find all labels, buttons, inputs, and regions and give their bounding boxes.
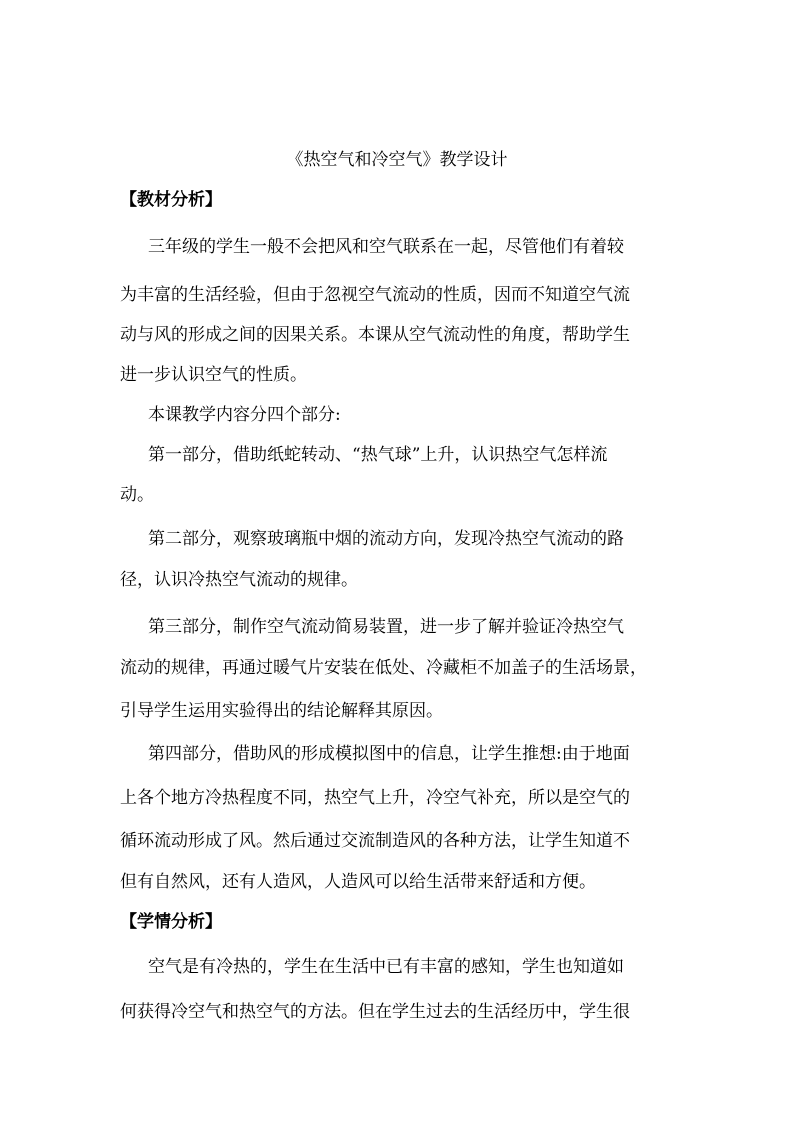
paragraph-line: 第一部分，借助纸蛇转动、“热气球”上升，认识热空气怎样流 (148, 445, 608, 465)
section-heading-textbook-analysis: 【教材分析】 (120, 190, 222, 210)
paragraph-line: 上各个地方冷热程度不同，热空气上升，冷空气补充，所以是空气的 (120, 788, 630, 808)
paragraph-line: 第三部分，制作空气流动简易装置，进一步了解并验证冷热空气 (148, 617, 624, 637)
paragraph-line: 引导学生运用实验得出的结论解释其原因。 (120, 701, 443, 721)
paragraph-line: 流动的规律，再通过暖气片安装在低处、冷藏柜不加盖子的生活场景， (120, 658, 647, 678)
paragraph-line: 动。 (120, 485, 154, 505)
paragraph-line: 空气是有冷热的，学生在生活中已有丰富的感知，学生也知道如 (148, 957, 624, 977)
paragraph-line: 为丰富的生活经验，但由于忽视空气流动的性质，因而不知道空气流 (120, 285, 630, 305)
paragraph-line: 本课教学内容分四个部分: (148, 405, 341, 425)
paragraph-line: 动与风的形成之间的因果关系。本课从空气流动性的角度，帮助学生 (120, 325, 630, 345)
paragraph-line: 进一步认识空气的性质。 (120, 365, 307, 385)
section-heading-learner-analysis: 【学情分析】 (120, 912, 222, 932)
document-title: 《热空气和冷空气》教学设计 (286, 150, 508, 170)
paragraph-line: 第四部分，借助风的形成模拟图中的信息，让学生推想:由于地面 (148, 744, 630, 764)
paragraph-line: 第二部分，观察玻璃瓶中烟的流动方向，发现冷热空气流动的路 (148, 529, 624, 549)
paragraph-line: 三年级的学生一般不会把风和空气联系在一起，尽管他们有着较 (148, 237, 624, 257)
paragraph-line: 循环流动形成了风。然后通过交流制造风的各种方法，让学生知道不 (120, 831, 630, 851)
paragraph-line: 径，认识冷热空气流动的规律。 (120, 570, 358, 590)
paragraph-line: 但有自然风，还有人造风，人造风可以给生活带来舒适和方便。 (120, 872, 596, 892)
paragraph-line: 何获得冷空气和热空气的方法。但在学生过去的生活经历中，学生很 (120, 1002, 630, 1022)
